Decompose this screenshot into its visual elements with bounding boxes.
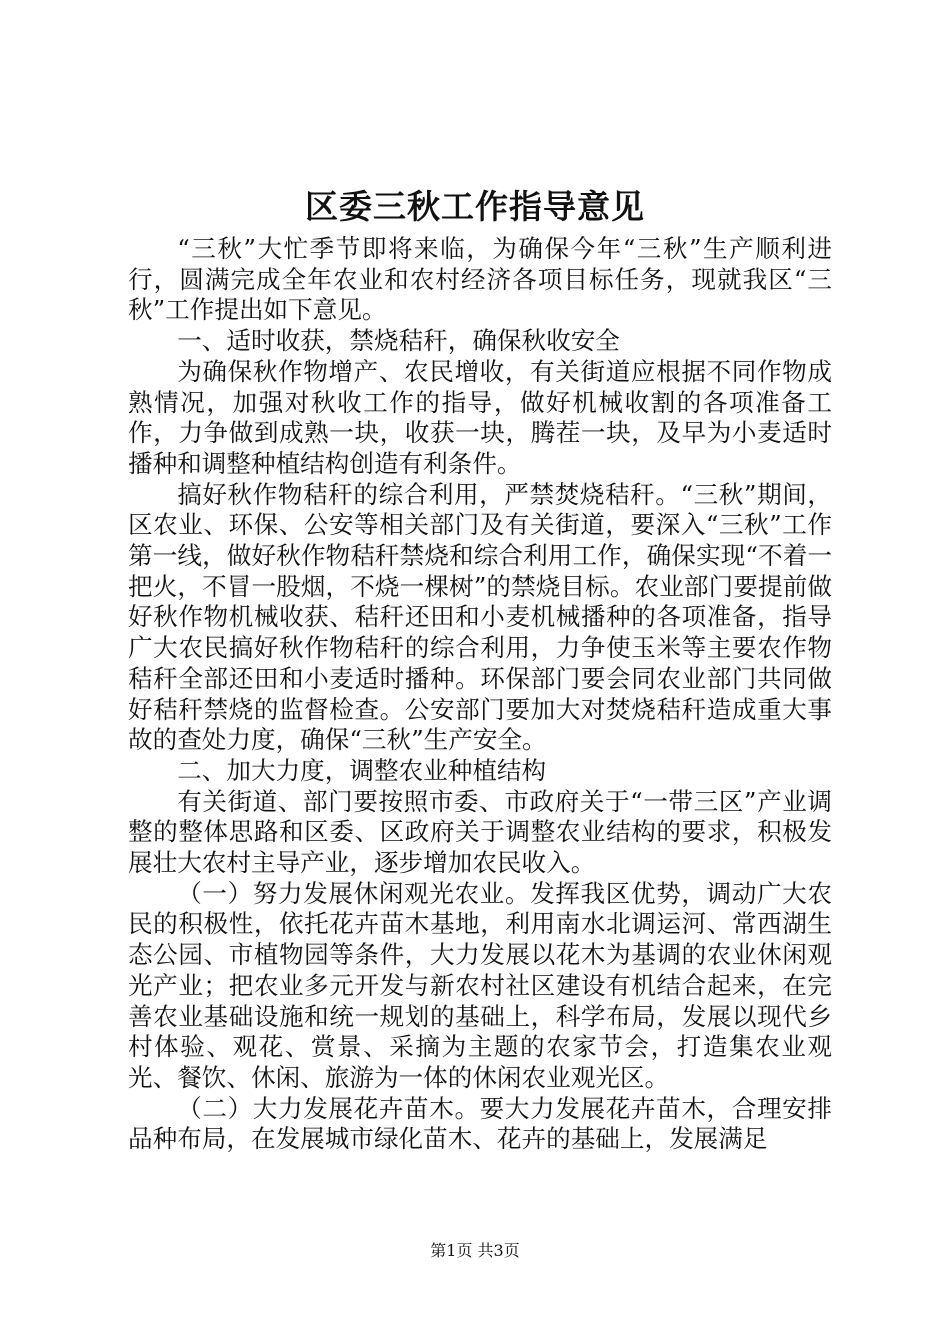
page-footer: 第1页 共3页 — [430, 1241, 520, 1260]
subsection-paragraph-1: （一）努力发展休闲观光农业。发挥我区优势，调动广大农民的积极性，依托花卉苗木基地，利用南水北调运河、常西湖生态公园、市植物园等条件，大力发展以花木为基调的农业休闲观光产业；把农业多元开发与新农村社区建设有机结合起来，在完善农业基础设施和统一规划的基础上，科学布局，发展以现代乡村体验、观花、赏景、采摘为主题的农家节会，打造集农业观光、餐饮、休闲、旅游为一体的休闲农业观光区。 — [128, 878, 832, 1092]
intro-paragraph: “三秋”大忙季节即将来临，为确保今年“三秋”生产顺利进行，圆满完成全年农业和农村经济各项目标任务，现就我区“三秋”工作提出如下意见。 — [128, 234, 832, 325]
document-body — [128, 234, 832, 1155]
section-heading-2: 二、加大力度，调整农业种植结构 — [177, 755, 547, 785]
body-paragraph: 为确保秋作物增产、农民增收，有关街道应根据不同作物成熟情况，加强对秋收工作的指导，做好机械收割的各项准备工作，力争做到成熟一块，收获一块，腾茬一块，及早为小麦适时播种和调整种植结构创造有利条件。 — [128, 356, 832, 478]
document-title: 区委三秋工作指导意见 — [305, 187, 645, 226]
body-paragraph: 有关街道、部门要按照市委、市政府关于“一带三区”产业调整的整体思路和区委、区政府关于调整农业结构的要求，积极发展壮大农村主导产业，逐步增加农民收入。 — [128, 786, 832, 878]
section-heading-1: 一、适时收获，禁烧秸秆，确保秋收安全 — [177, 326, 620, 356]
body-paragraph: 搞好秋作物秸秆的综合利用，严禁焚烧秸秆。“三秋”期间，区农业、环保、公安等相关部门及有关街道，要深入“三秋”工作第一线，做好秋作物秸秆禁烧和综合利用工作，确保实现“不着一把火，不冒一股烟，不烧一棵树”的禁烧目标。农业部门要提前做好秋作物机械收获、秸秆还田和小麦机械播种的各项准备，指导广大农民搞好秋作物秸秆的综合利用，力争使玉米等主要农作物秸秆全部还田和小麦适时播种。环保部门要会同农业部门共同做好秸秆禁烧的监督检查。公安部门要加大对焚烧秸秆造成重大事故的查处力度，确保“三秋”生产安全。 — [128, 479, 832, 755]
subsection-paragraph-2: （二）大力发展花卉苗木。要大力发展花卉苗木，合理安排品种布局，在发展城市绿化苗木、花卉的基础上，发展满足 — [128, 1093, 832, 1154]
